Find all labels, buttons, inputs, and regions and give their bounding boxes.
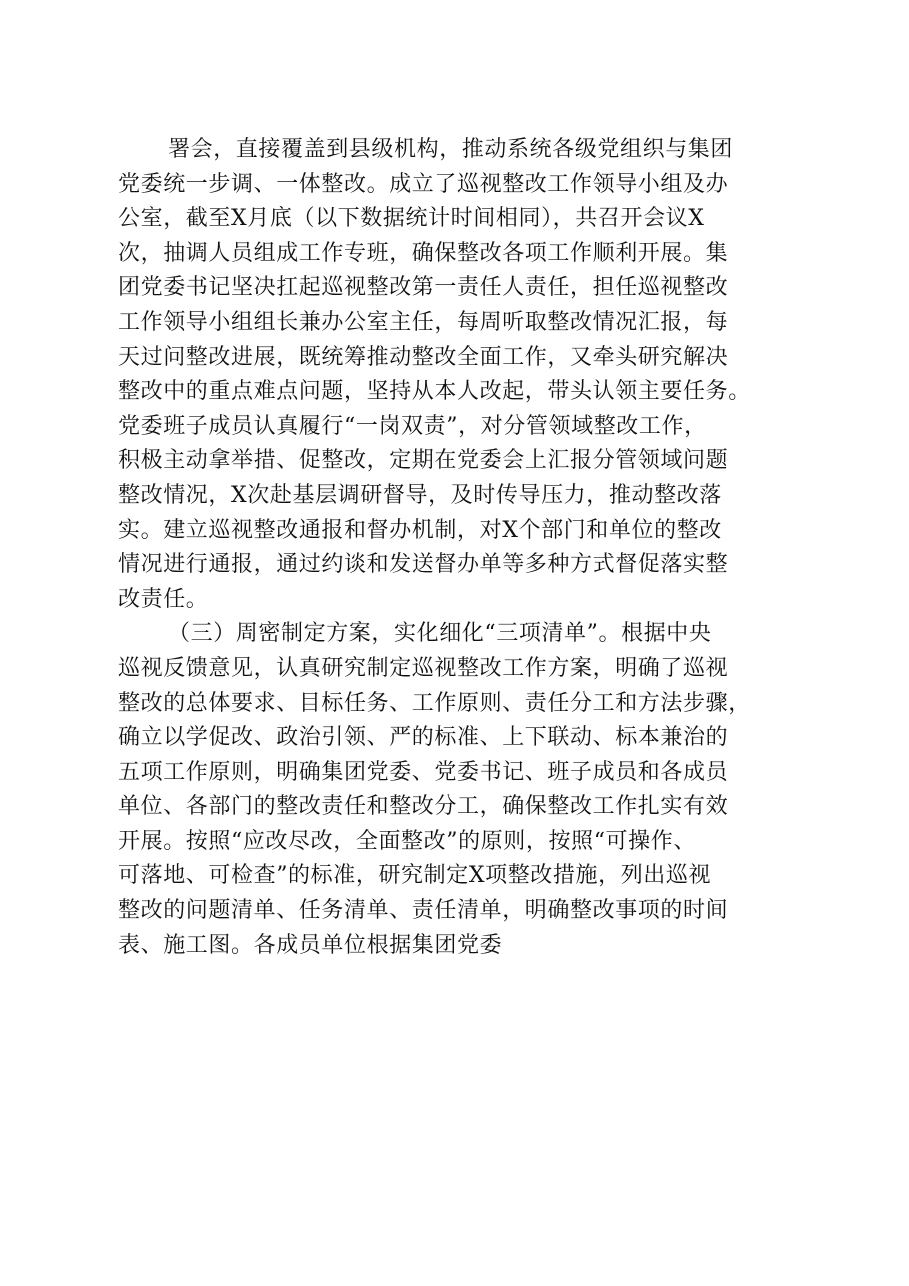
text-line: 公室，截至X月底（以下数据统计时间相同），共召开会议X [118,206,705,232]
section-heading-line: （三）周密制定方案，实化细化“三项清单”。根据中央 [168,621,712,647]
text-line: 党委班子成员认真履行“一岗双责”，对分管领域整改工作， [118,413,707,439]
text-line: 确立以学促改、政治引领、严的标准、上下联动、标本兼治的 [118,725,729,751]
document-body [118,133,818,963]
text-line: 工作领导小组组长兼办公室主任，每周听取整改情况汇报，每 [118,309,729,335]
text-line: 五项工作原则，明确集团党委、党委书记、班子成员和各成员 [118,759,729,785]
text-line: 党委统一步调、一体整改。成立了巡视整改工作领导小组及办 [118,171,729,197]
text-line: 情况进行通报，通过约谈和发送督办单等多种方式督促落实整 [118,552,729,578]
text-line: 改责任。 [118,586,209,612]
text-line: 积极主动拿举措、促整改，定期在党委会上汇报分管领域问题 [118,448,729,474]
text-line: 可落地、可检查”的标准，研究制定X项整改措施，列出巡视 [118,863,712,889]
text-line: 署会，直接覆盖到县级机构，推动系统各级党组织与集团 [168,137,734,162]
text-line: 次，抽调人员组成工作专班，确保整改各项工作顺利开展。集 [118,240,729,266]
text-line: 表、施工图。各成员单位根据集团党委 [118,932,503,958]
text-line: 实。建立巡视整改通报和督办机制，对X个部门和单位的整改 [118,517,722,543]
text-line: 天过问整改进展，既统筹推动整改全面工作，又牵头研究解决 [118,344,729,370]
text-line: 开展。按照“应改尽改，全面整改”的原则，按照“可操作、 [118,828,696,854]
text-line: 单位、各部门的整改责任和整改分工，确保整改工作扎实有效 [118,794,729,820]
text-line: 团党委书记坚决扛起巡视整改第一责任人责任，担任巡视整改 [118,275,729,301]
text-line: 巡视反馈意见，认真研究制定巡视整改工作方案，明确了巡视 [118,655,729,681]
text-line: 整改的总体要求、目标任务、工作原则、责任分工和方法步骤， [118,690,751,716]
text-line: 整改情况，X次赴基层调研督导，及时传导压力，推动整改落 [118,482,722,508]
text-line: 整改的问题清单、任务清单、责任清单，明确整改事项的时间 [118,898,729,924]
text-line: 整改中的重点难点问题，坚持从本人改起，带头认领主要任务。 [118,379,751,405]
